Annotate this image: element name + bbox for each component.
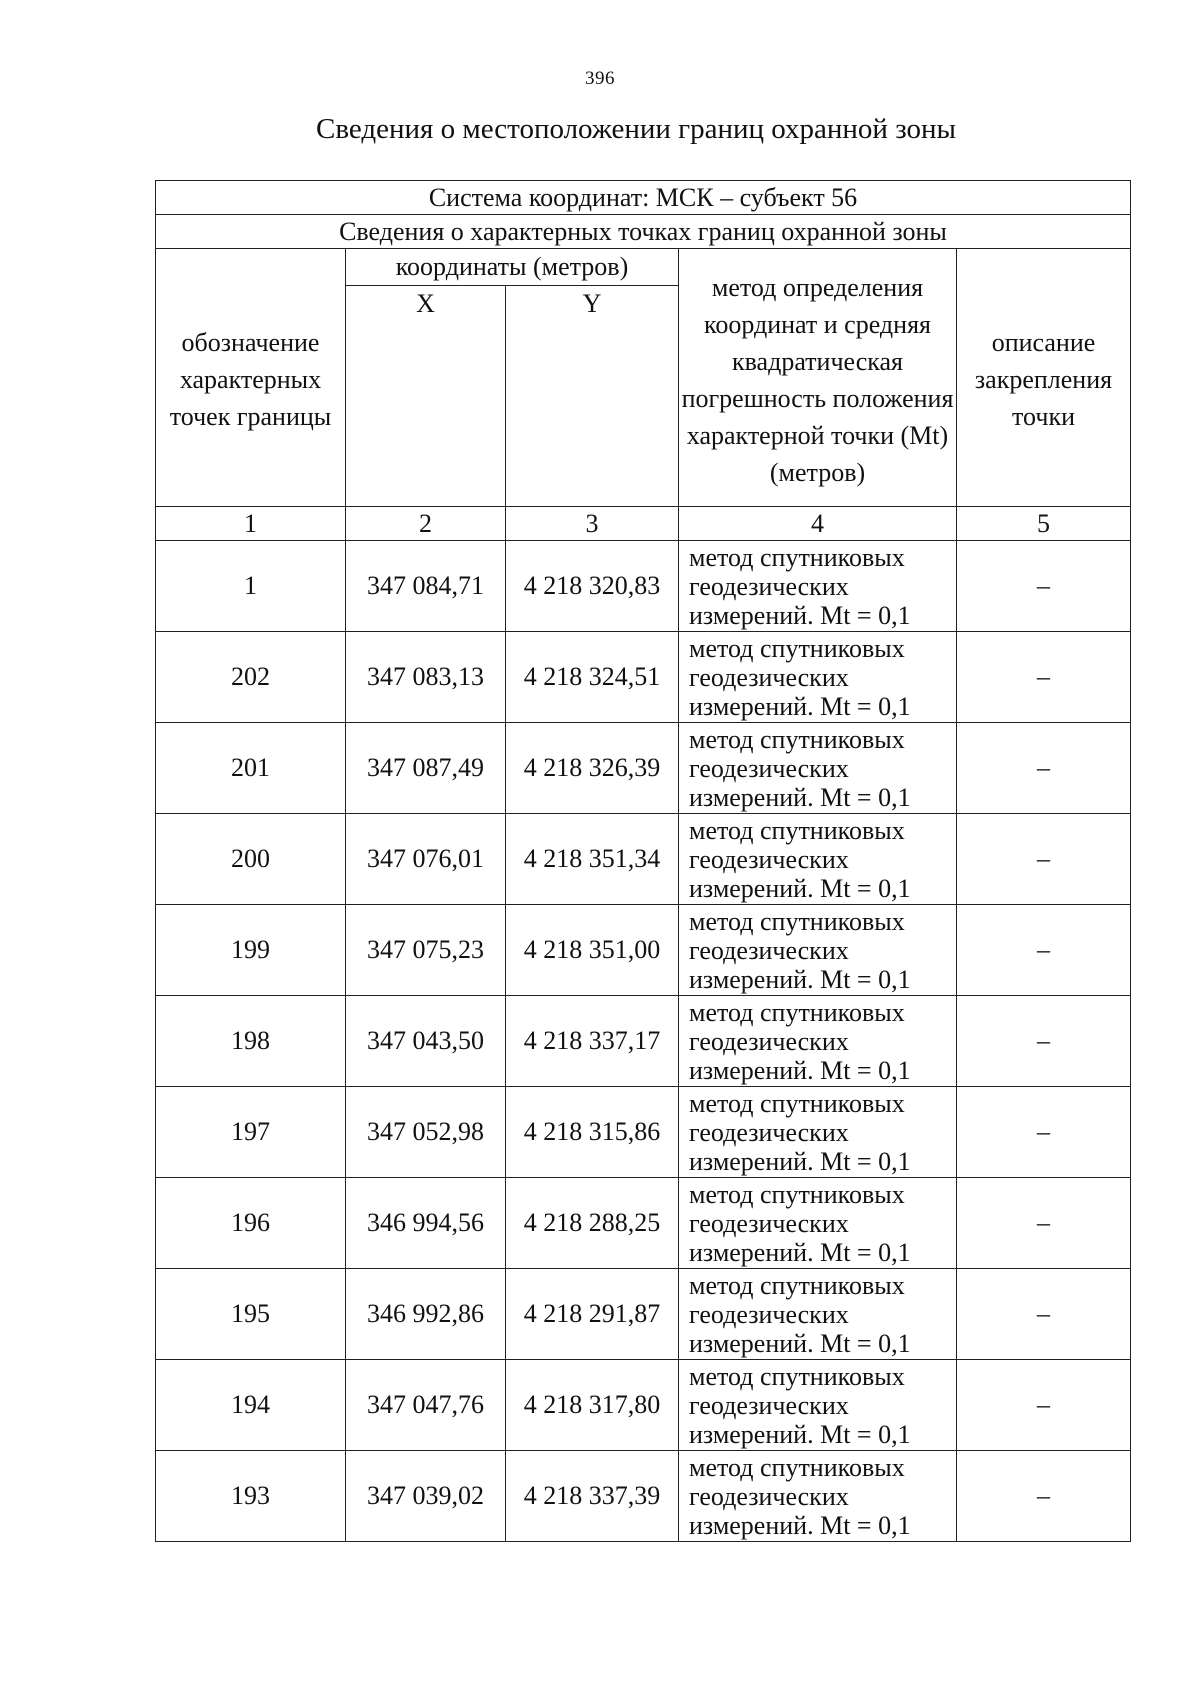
x-coordinate-cell: 347 075,23 <box>346 905 506 996</box>
description-cell: – <box>957 1178 1131 1269</box>
column-number: 5 <box>957 507 1131 541</box>
y-coordinate-cell: 4 218 324,51 <box>506 632 679 723</box>
method-line: измерений. Mt = 0,1 <box>689 873 911 903</box>
y-coordinate-cell: 4 218 351,34 <box>506 814 679 905</box>
x-coordinate-cell: 347 039,02 <box>346 1451 506 1542</box>
description-cell: – <box>957 1360 1131 1451</box>
method-line: измерений. Mt = 0,1 <box>689 964 911 994</box>
y-coordinate-cell: 4 218 288,25 <box>506 1178 679 1269</box>
table-row <box>156 1269 1131 1360</box>
column-number-row <box>156 507 1131 541</box>
table-row <box>156 723 1131 814</box>
coordinate-system-label: Система координат: МСК – субъект 56 <box>156 181 1131 215</box>
method-line: метод спутниковых <box>689 1452 905 1482</box>
method-cell <box>679 996 957 1087</box>
table-row <box>156 996 1131 1087</box>
method-line: геодезических <box>689 753 849 783</box>
description-cell: – <box>957 1087 1131 1178</box>
method-cell <box>679 1360 957 1451</box>
description-cell: – <box>957 541 1131 632</box>
point-cell: 200 <box>156 814 346 905</box>
description-cell: – <box>957 905 1131 996</box>
x-coordinate-cell: 347 076,01 <box>346 814 506 905</box>
table-subtitle: Сведения о характерных точках границ охранной зоны <box>156 215 1131 249</box>
column-number: 2 <box>346 507 506 541</box>
point-cell: 201 <box>156 723 346 814</box>
boundary-points-table <box>155 180 1131 1542</box>
method-cell <box>679 1269 957 1360</box>
method-line: метод спутниковых <box>689 1270 905 1300</box>
description-cell: – <box>957 1269 1131 1360</box>
y-coordinate-cell: 4 218 337,39 <box>506 1451 679 1542</box>
method-line: измерений. Mt = 0,1 <box>689 1055 911 1085</box>
table-row <box>156 1360 1131 1451</box>
method-line: измерений. Mt = 0,1 <box>689 1146 911 1176</box>
point-cell: 202 <box>156 632 346 723</box>
method-line: метод спутниковых <box>689 906 905 936</box>
y-coordinate-cell: 4 218 315,86 <box>506 1087 679 1178</box>
method-line: геодезических <box>689 1117 849 1147</box>
table-row <box>156 541 1131 632</box>
header-description: описание закрепления точки <box>957 249 1131 507</box>
table-row <box>156 1451 1131 1542</box>
method-line: метод спутниковых <box>689 1088 905 1118</box>
header-coords: координаты (метров) <box>346 249 679 286</box>
y-coordinate-cell: 4 218 291,87 <box>506 1269 679 1360</box>
method-line: геодезических <box>689 1481 849 1511</box>
header-y: Y <box>506 286 679 507</box>
method-cell <box>679 1451 957 1542</box>
method-line: измерений. Mt = 0,1 <box>689 1237 911 1267</box>
header-point: обозначение характерных точек границы <box>156 249 346 507</box>
method-line: геодезических <box>689 1208 849 1238</box>
point-cell: 199 <box>156 905 346 996</box>
method-cell <box>679 814 957 905</box>
method-line: геодезических <box>689 1299 849 1329</box>
table-row <box>156 814 1131 905</box>
coordinate-system-row <box>156 181 1131 215</box>
point-cell: 194 <box>156 1360 346 1451</box>
description-cell: – <box>957 723 1131 814</box>
method-line: геодезических <box>689 1026 849 1056</box>
y-coordinate-cell: 4 218 326,39 <box>506 723 679 814</box>
method-line: измерений. Mt = 0,1 <box>689 600 911 630</box>
method-line: метод спутниковых <box>689 1179 905 1209</box>
column-number: 3 <box>506 507 679 541</box>
method-cell <box>679 632 957 723</box>
table-row <box>156 1178 1131 1269</box>
x-coordinate-cell: 347 043,50 <box>346 996 506 1087</box>
point-cell: 198 <box>156 996 346 1087</box>
x-coordinate-cell: 346 992,86 <box>346 1269 506 1360</box>
column-number: 1 <box>156 507 346 541</box>
method-line: геодезических <box>689 935 849 965</box>
method-line: геодезических <box>689 1390 849 1420</box>
table-row <box>156 1087 1131 1178</box>
method-cell <box>679 1087 957 1178</box>
description-cell: – <box>957 632 1131 723</box>
method-line: измерений. Mt = 0,1 <box>689 782 911 812</box>
y-coordinate-cell: 4 218 337,17 <box>506 996 679 1087</box>
header-x: X <box>346 286 506 507</box>
method-line: метод спутниковых <box>689 542 905 572</box>
method-line: измерений. Mt = 0,1 <box>689 1328 911 1358</box>
y-coordinate-cell: 4 218 317,80 <box>506 1360 679 1451</box>
point-cell: 193 <box>156 1451 346 1542</box>
x-coordinate-cell: 347 047,76 <box>346 1360 506 1451</box>
point-cell: 196 <box>156 1178 346 1269</box>
method-line: измерений. Mt = 0,1 <box>689 1419 911 1449</box>
description-cell: – <box>957 814 1131 905</box>
method-line: измерений. Mt = 0,1 <box>689 1510 911 1540</box>
header-method: метод определения координат и средняя квадратическая погрешность положения характерной точки (Mt) (метров) <box>679 249 957 507</box>
method-line: измерений. Mt = 0,1 <box>689 691 911 721</box>
x-coordinate-cell: 347 083,13 <box>346 632 506 723</box>
method-line: метод спутниковых <box>689 633 905 663</box>
method-line: метод спутниковых <box>689 1361 905 1391</box>
method-cell <box>679 1178 957 1269</box>
x-coordinate-cell: 347 052,98 <box>346 1087 506 1178</box>
point-cell: 1 <box>156 541 346 632</box>
method-line: геодезических <box>689 571 849 601</box>
description-cell: – <box>957 996 1131 1087</box>
x-coordinate-cell: 346 994,56 <box>346 1178 506 1269</box>
method-line: геодезических <box>689 662 849 692</box>
method-line: метод спутниковых <box>689 997 905 1027</box>
table-row <box>156 632 1131 723</box>
method-cell <box>679 541 957 632</box>
method-cell <box>679 905 957 996</box>
y-coordinate-cell: 4 218 320,83 <box>506 541 679 632</box>
x-coordinate-cell: 347 084,71 <box>346 541 506 632</box>
method-line: метод спутниковых <box>689 724 905 754</box>
table-subtitle-row <box>156 215 1131 249</box>
method-line: метод спутниковых <box>689 815 905 845</box>
document-title: Сведения о местоположении границ охранной зоны <box>315 113 956 145</box>
point-cell: 195 <box>156 1269 346 1360</box>
table-row <box>156 905 1131 996</box>
page-number: 396 <box>585 68 615 89</box>
column-number: 4 <box>679 507 957 541</box>
y-coordinate-cell: 4 218 351,00 <box>506 905 679 996</box>
point-cell: 197 <box>156 1087 346 1178</box>
description-cell: – <box>957 1451 1131 1542</box>
method-cell <box>679 723 957 814</box>
method-line: геодезических <box>689 844 849 874</box>
x-coordinate-cell: 347 087,49 <box>346 723 506 814</box>
header-row <box>156 249 1131 286</box>
